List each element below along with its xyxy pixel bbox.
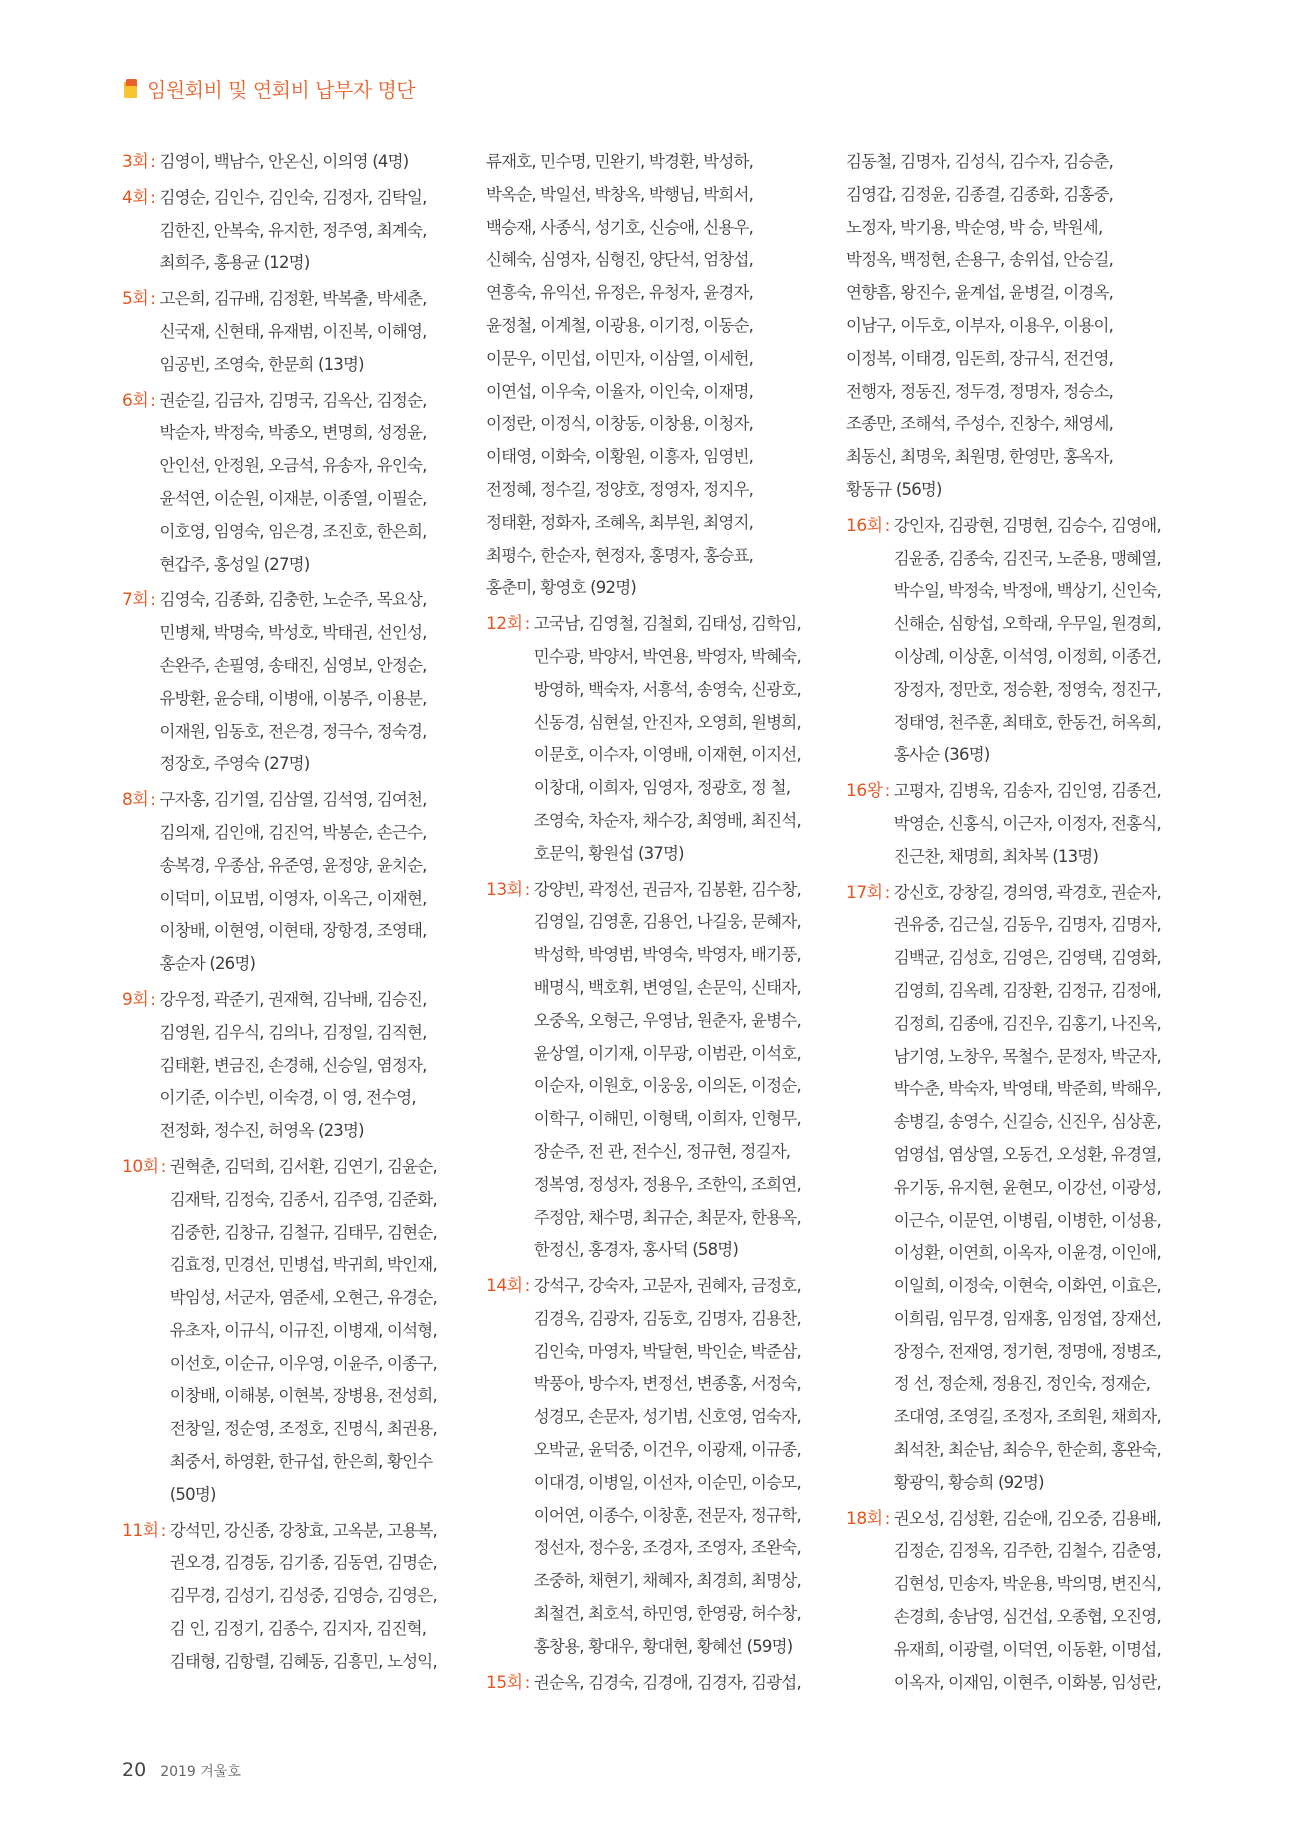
label-colon: : [150, 187, 156, 208]
name-line: 주정암, 채수명, 최규순, 최문자, 한용옥, [533, 1207, 801, 1227]
name-line: 김영이, 백남수, 안온신, 이의영 (4명) [159, 152, 409, 171]
label-colon: : [884, 515, 890, 536]
name-line: 한정신, 홍경자, 홍사덕 (58명) [533, 1240, 739, 1260]
label-colon: : [524, 1672, 530, 1693]
name-line: 이희림, 임무경, 임재홍, 임정엽, 장재선, [893, 1308, 1161, 1328]
name-lines [159, 584, 467, 781]
label-colon: : [524, 879, 530, 900]
class-label-text: 14회 [486, 1276, 523, 1297]
name-lines [894, 1503, 1191, 1700]
name-line: 권순길, 김금자, 김명국, 김옥산, 김정순, [159, 390, 427, 410]
name-line: 방영하, 백숙자, 서흥석, 송영숙, 신광호, [533, 679, 801, 699]
name-line: 홍창용, 황대우, 황대현, 황혜선 (59명) [533, 1636, 793, 1656]
name-line: 장순주, 전 관, 전수신, 정규현, 정길자, [533, 1141, 791, 1161]
class-entry [846, 1503, 1191, 1700]
class-label [122, 1151, 170, 1184]
name-line: 이재원, 임동호, 전은경, 정극수, 정숙경, [159, 721, 427, 741]
name-line: 김중한, 김창규, 김철규, 김태무, 김현순, [169, 1222, 437, 1242]
name-line: 최철견, 최호석, 하민영, 한영광, 허수창, [533, 1604, 801, 1624]
name-line: 송복경, 우종삼, 유준영, 윤정양, 윤치순, [159, 855, 427, 875]
column-2 [486, 146, 831, 1702]
name-line: 박순자, 박정숙, 박종오, 변명희, 성정윤, [159, 423, 427, 443]
name-line: 김영순, 김인수, 김인숙, 김정자, 김탁일, [159, 187, 427, 207]
name-line: (50명) [169, 1484, 216, 1504]
name-lines [159, 146, 467, 179]
name-line: 권혁춘, 김덕희, 김서환, 김연기, 김윤순, [169, 1156, 437, 1176]
label-colon: : [524, 614, 530, 635]
name-lines [159, 182, 467, 280]
class-label-text: 8회 [122, 790, 149, 811]
name-line: 신동경, 심현설, 안진자, 오영희, 원병희, [533, 712, 801, 732]
name-line: 연향흠, 왕진수, 윤계섭, 윤병걸, 이경옥, [846, 283, 1114, 303]
name-line: 이순자, 이원호, 이웅웅, 이의돈, 이정순, [533, 1076, 801, 1096]
name-line: 박수춘, 박숙자, 박영태, 박준희, 박해우, [893, 1079, 1161, 1099]
name-lines [534, 1667, 831, 1700]
label-colon: : [524, 1276, 530, 1297]
name-line: 이문우, 이민섭, 이민자, 이삼열, 이세헌, [486, 348, 754, 368]
class-entry [122, 283, 467, 381]
name-line: 이대경, 이병일, 이선자, 이순민, 이승모, [533, 1472, 801, 1492]
name-line: 안인선, 안정원, 오금석, 유송자, 유인숙, [159, 456, 427, 476]
name-line: 강석민, 강신종, 강창효, 고옥분, 고용복, [169, 1520, 437, 1540]
label-colon: : [150, 989, 156, 1010]
name-line: 박영순, 신홍식, 이근자, 이정자, 전홍식, [893, 813, 1161, 833]
name-line: 윤석연, 이순원, 이재분, 이종열, 이필순, [159, 488, 427, 508]
name-line: 정태환, 정화자, 조혜옥, 최부원, 최영지, [486, 512, 754, 532]
name-line: 김영갑, 김정윤, 김종결, 김종화, 김홍중, [846, 184, 1114, 204]
name-line: 이근수, 이문연, 이병림, 이병한, 이성용, [893, 1210, 1161, 1230]
name-line: 박성학, 박영범, 박영숙, 박영자, 배기풍, [533, 945, 801, 965]
name-line: 유재희, 이광렬, 이덕연, 이동환, 이명섭, [893, 1639, 1161, 1659]
name-line: 남기영, 노창우, 목철수, 문정자, 박군자, [893, 1046, 1161, 1066]
name-line: 황광익, 황승희 (92명) [893, 1472, 1044, 1492]
name-line: 홍순자 (26명) [159, 954, 256, 974]
name-line: 고국남, 김영철, 김철회, 김태성, 김학임, [533, 614, 801, 634]
name-line: 김태환, 변금진, 손경해, 신승일, 염정자, [159, 1055, 427, 1075]
name-line: 김인숙, 마영자, 박달현, 박인순, 박준삼, [533, 1341, 801, 1361]
name-line: 이창대, 이희자, 임영자, 정광호, 정 철, [533, 778, 791, 798]
label-colon: : [150, 289, 156, 310]
name-line: 권오성, 김성환, 김순애, 김오중, 김용배, [893, 1508, 1161, 1528]
name-line: 박정옥, 백정현, 손용구, 송위섭, 안승길, [846, 250, 1114, 270]
name-line: 최중서, 하영환, 한규섭, 한은희, 황인수 [169, 1452, 433, 1472]
name-line: 손경희, 송남영, 심건섭, 오종협, 오진영, [893, 1607, 1161, 1627]
name-line: 김정희, 김종애, 김진우, 김홍기, 나진옥, [893, 1013, 1161, 1033]
name-line: 정복영, 정성자, 정용우, 조한익, 조희연, [533, 1174, 801, 1194]
class-label [846, 775, 894, 808]
name-lines [534, 608, 831, 870]
column-3 [846, 146, 1191, 1702]
label-colon: : [884, 781, 890, 802]
name-line: 이성환, 이연희, 이옥자, 이윤경, 이인애, [893, 1243, 1161, 1263]
name-line: 민수광, 박양서, 박연용, 박영자, 박혜숙, [533, 646, 801, 666]
name-line: 김 인, 김정기, 김종수, 김지자, 김진혁, [169, 1619, 427, 1639]
name-line: 김경옥, 김광자, 김동호, 김명자, 김용찬, [533, 1308, 801, 1328]
name-line: 정장호, 주영숙 (27명) [159, 754, 310, 774]
name-line: 현갑주, 홍성일 (27명) [159, 554, 310, 574]
class-entry [122, 385, 467, 582]
label-colon: : [150, 790, 156, 811]
name-line: 장정수, 전재영, 정기현, 정명애, 정병조, [893, 1341, 1161, 1361]
class-label-text: 9회 [122, 989, 149, 1010]
name-line: 이선호, 이순규, 이우영, 이윤주, 이종구, [169, 1353, 437, 1373]
name-line: 박풍아, 방수자, 변정선, 변종홍, 서정숙, [533, 1374, 801, 1394]
name-line: 최석찬, 최순남, 최승우, 한순희, 홍완숙, [893, 1440, 1161, 1460]
name-line: 유초자, 이규식, 이규진, 이병재, 이석형, [169, 1320, 437, 1340]
class-label [846, 1503, 894, 1536]
name-line: 백승재, 사종식, 성기호, 신승애, 신용우, [486, 217, 754, 237]
name-line: 김재탁, 김정숙, 김종서, 김주영, 김준화, [169, 1189, 437, 1209]
name-line: 이어연, 이종수, 이창훈, 전문자, 정규학, [533, 1505, 801, 1525]
class-label [122, 1515, 170, 1548]
class-label [122, 385, 159, 418]
name-lines [534, 1270, 831, 1664]
name-line: 호문익, 황원섭 (37명) [533, 843, 684, 863]
name-line: 김의재, 김인애, 김진억, 박봉순, 손근수, [159, 822, 427, 842]
name-line: 김영일, 김영훈, 김용언, 나길웅, 문혜자, [533, 912, 801, 932]
name-line: 신해순, 심항섭, 오학래, 우무일, 원경희, [893, 614, 1161, 634]
name-line: 최희주, 홍용균 (12명) [159, 253, 310, 273]
name-lines [170, 1515, 467, 1679]
class-label [122, 146, 159, 179]
label-colon: : [150, 390, 156, 411]
class-label [486, 1270, 534, 1303]
name-line: 조종만, 조해석, 주성수, 진창수, 채영세, [846, 414, 1114, 434]
name-line: 이정복, 이태경, 임돈희, 장규식, 전건영, [846, 348, 1114, 368]
name-line: 이창배, 이현영, 이현태, 장항경, 조영태, [159, 921, 427, 941]
class-label [486, 1667, 534, 1700]
name-line: 강인자, 김광현, 김명현, 김승수, 김영애, [893, 515, 1161, 535]
page-footer [122, 1759, 241, 1781]
class-label [122, 182, 159, 215]
class-label-text: 10회 [122, 1156, 159, 1177]
name-line: 정 선, 정순채, 정용진, 정인숙, 정재순, [893, 1374, 1151, 1394]
name-line: 손완주, 손필영, 송태진, 심영보, 안정순, [159, 655, 427, 675]
name-line: 김영희, 김옥례, 김장환, 김정규, 김정애, [893, 980, 1161, 1000]
class-entry [486, 1667, 831, 1700]
class-label-text: 11회 [122, 1520, 159, 1541]
name-line: 윤정철, 이계철, 이광용, 이기정, 이동순, [486, 315, 754, 335]
name-line: 이문호, 이수자, 이영배, 이재현, 이지선, [533, 745, 801, 765]
class-label-text: 6회 [122, 390, 149, 411]
class-label-text: 7회 [122, 590, 149, 611]
name-line: 최동신, 최명욱, 최원명, 한영만, 홍옥자, [846, 447, 1114, 467]
name-lines [159, 984, 467, 1148]
label-colon: : [884, 882, 890, 903]
label-colon: : [150, 590, 156, 611]
name-line: 권유중, 김근실, 김동우, 김명자, 김명자, [893, 915, 1161, 935]
class-entry [122, 984, 467, 1148]
name-line: 김효정, 민경선, 민병섭, 박귀희, 박인재, [169, 1255, 437, 1275]
name-line: 강우정, 곽준기, 권재혁, 김낙배, 김승진, [159, 989, 427, 1009]
class-entry [846, 146, 1191, 507]
class-label-text: 4회 [122, 187, 149, 208]
class-label [122, 784, 159, 817]
name-line: 이덕미, 이묘범, 이영자, 이옥근, 이재현, [159, 888, 427, 908]
name-line: 이옥자, 이재임, 이현주, 이화봉, 임성란, [893, 1672, 1161, 1692]
name-line: 이연섭, 이우숙, 이율자, 이인숙, 이재명, [486, 381, 754, 401]
name-line: 강양빈, 곽정선, 권금자, 김봉환, 김수창, [533, 879, 801, 899]
name-lines [159, 283, 467, 381]
page-title: 임원회비 및 연회비 납부자 명단 [147, 78, 416, 102]
name-line: 김백균, 김성호, 김영은, 김영택, 김영화, [893, 948, 1161, 968]
label-colon: : [160, 1156, 166, 1177]
name-line: 유방환, 윤승태, 이병애, 이봉주, 이용분, [159, 688, 427, 708]
name-line: 전정화, 정수진, 허영옥 (23명) [159, 1121, 364, 1141]
name-lines [846, 146, 1191, 507]
name-line: 신혜숙, 심영자, 심형진, 양단석, 엄창섭, [486, 250, 754, 270]
class-entry [122, 784, 467, 981]
name-line: 민병채, 박명숙, 박성호, 박태권, 선인성, [159, 623, 427, 643]
class-label [122, 984, 159, 1017]
name-line: 김한진, 안복숙, 유지한, 정주영, 최계숙, [159, 220, 427, 240]
name-lines [534, 874, 831, 1268]
class-label-text: 13회 [486, 879, 523, 900]
column-1 [122, 146, 467, 1682]
class-label-text: 18회 [846, 1508, 883, 1529]
name-line: 전행자, 정동진, 정두경, 정명자, 정승소, [846, 381, 1114, 401]
label-colon: : [150, 152, 156, 172]
name-line: 이남구, 이두호, 이부자, 이용우, 이용이, [846, 315, 1114, 335]
name-line: 연흥숙, 유익선, 유정은, 유청자, 윤경자, [486, 283, 754, 303]
name-line: 임공빈, 조영숙, 한문희 (13명) [159, 354, 364, 374]
name-line: 이상례, 이상훈, 이석영, 이정희, 이종건, [893, 646, 1161, 666]
name-line: 조대영, 조영길, 조정자, 조희원, 채희자, [893, 1407, 1161, 1427]
page-header [123, 74, 415, 103]
name-lines [894, 775, 1191, 873]
name-line: 김동철, 김명자, 김성식, 김수자, 김승춘, [846, 152, 1114, 171]
class-label-text: 5회 [122, 289, 149, 310]
class-entry [486, 146, 831, 605]
name-line: 정선자, 정수웅, 조경자, 조영자, 조완숙, [533, 1538, 801, 1558]
class-entry [486, 608, 831, 870]
name-line: 진근찬, 채명희, 최차복 (13명) [893, 846, 1099, 866]
label-colon: : [160, 1520, 166, 1541]
name-line: 오중옥, 오형근, 우영남, 원춘자, 윤병수, [533, 1010, 801, 1030]
folder-note-icon [123, 78, 139, 100]
class-entry [846, 877, 1191, 1500]
name-line: 오박균, 윤덕중, 이건우, 이광재, 이규종, [533, 1440, 801, 1460]
name-line: 전정혜, 정수길, 정양호, 정영자, 정지우, [486, 479, 754, 499]
class-entry [122, 1151, 467, 1512]
name-line: 김영숙, 김종화, 김충한, 노순주, 목요상, [159, 590, 427, 610]
class-label-text: 15회 [486, 1672, 523, 1693]
class-label-text: 12회 [486, 614, 523, 635]
name-line: 윤상열, 이기재, 이무광, 이범관, 이석호, [533, 1043, 801, 1063]
name-line: 성경모, 손문자, 성기범, 신호영, 엄숙자, [533, 1407, 801, 1427]
name-line: 장정자, 정만호, 정승환, 정영숙, 정진구, [893, 679, 1161, 699]
name-line: 홍춘미, 황영호 (92명) [486, 578, 636, 598]
name-line: 강신호, 강창길, 경의영, 곽경호, 권순자, [893, 882, 1161, 902]
name-line: 노정자, 박기용, 박순영, 박 승, 박원세, [846, 217, 1103, 237]
name-line: 권순옥, 김경숙, 김경애, 김경자, 김광섭, [533, 1672, 801, 1692]
name-line: 이기준, 이수빈, 이숙경, 이 영, 전수영, [159, 1088, 416, 1108]
name-lines [894, 877, 1191, 1500]
name-line: 이학구, 이해민, 이형택, 이희자, 인형무, [533, 1109, 801, 1129]
name-line: 정태영, 천주훈, 최태호, 한동건, 허옥희, [893, 712, 1161, 732]
name-lines [159, 385, 467, 582]
name-line: 김정순, 김정옥, 김주한, 김철수, 김춘영, [893, 1541, 1161, 1561]
name-lines [159, 784, 467, 981]
name-line: 고은희, 김규배, 김정환, 박복출, 박세춘, [159, 289, 427, 309]
name-line: 이창배, 이해봉, 이현복, 장병용, 전성희, [169, 1386, 437, 1406]
name-line: 김영원, 김우식, 김의나, 김정일, 김직현, [159, 1022, 427, 1042]
name-line: 구자홍, 김기열, 김삼열, 김석영, 김여천, [159, 790, 427, 810]
name-line: 김윤종, 김종숙, 김진국, 노준용, 맹혜열, [893, 548, 1161, 568]
name-line: 김태형, 김항렬, 김혜동, 김흥민, 노성익, [169, 1651, 437, 1671]
name-line: 이태영, 이화숙, 이황원, 이흥자, 임영빈, [486, 447, 754, 467]
class-entry [846, 775, 1191, 873]
name-line: 홍사순 (36명) [893, 745, 990, 765]
class-label [846, 510, 894, 543]
class-label [486, 874, 534, 907]
name-line: 고평자, 김병욱, 김송자, 김인영, 김종건, [893, 781, 1161, 801]
label-colon: : [884, 1508, 890, 1529]
name-line: 박옥순, 박일선, 박창옥, 박행님, 박희서, [486, 184, 754, 204]
name-line: 조영숙, 차순자, 채수강, 최영배, 최진석, [533, 810, 801, 830]
name-line: 엄영섭, 염상열, 오동건, 오성환, 유경열, [893, 1144, 1161, 1164]
class-label [122, 584, 159, 617]
class-label-text: 16왕 [846, 781, 883, 802]
class-label-text: 17회 [846, 882, 883, 903]
name-lines [486, 146, 831, 605]
name-line: 이호영, 임영숙, 임은경, 조진호, 한은희, [159, 521, 427, 541]
name-line: 김무경, 김성기, 김성중, 김영승, 김영은, [169, 1586, 437, 1606]
class-label [122, 283, 159, 316]
class-entry [486, 874, 831, 1268]
class-label-text: 16회 [846, 515, 883, 536]
name-line: 황동규 (56명) [846, 479, 942, 499]
name-line: 이정란, 이정식, 이창동, 이창용, 이청자, [486, 414, 754, 434]
page-number: 20 [122, 1759, 147, 1781]
name-line: 배명식, 백호휘, 변영일, 손문익, 신태자, [533, 977, 801, 997]
class-entry [122, 146, 467, 179]
name-line: 조중하, 채현기, 채혜자, 최경희, 최명상, [533, 1571, 801, 1591]
class-label-text: 3회 [122, 152, 149, 172]
class-entry [846, 510, 1191, 772]
name-line: 권오경, 김경동, 김기종, 김동연, 김명순, [169, 1553, 437, 1573]
class-entry [122, 584, 467, 781]
name-line: 전창일, 정순영, 조정호, 진명식, 최권용, [169, 1419, 437, 1439]
class-label [846, 877, 894, 910]
class-label [486, 608, 534, 641]
name-lines [170, 1151, 467, 1512]
name-line: 박임성, 서군자, 염준세, 오현근, 유경순, [169, 1288, 437, 1308]
name-line: 이일희, 이정숙, 이현숙, 이화연, 이효은, [893, 1276, 1161, 1296]
class-entry [486, 1270, 831, 1664]
name-line: 송병길, 송영수, 신길승, 신진우, 심상훈, [893, 1112, 1161, 1132]
name-line: 신국재, 신현태, 유재범, 이진복, 이해영, [159, 321, 427, 341]
name-line: 최평수, 한순자, 현정자, 홍명자, 홍승표, [486, 545, 754, 565]
name-line: 박수일, 박정숙, 박정애, 백상기, 신인숙, [893, 581, 1161, 601]
name-line: 김현성, 민송자, 박운용, 박의명, 변진식, [893, 1574, 1161, 1594]
name-line: 강석구, 강숙자, 고문자, 권혜자, 금정호, [533, 1276, 801, 1296]
issue-label: 2019 겨울호 [160, 1764, 241, 1780]
name-line: 류재호, 민수명, 민완기, 박경환, 박성하, [486, 152, 754, 171]
name-line: 유기동, 유지현, 윤현모, 이강선, 이광성, [893, 1177, 1161, 1197]
name-lines [894, 510, 1191, 772]
class-entry [122, 182, 467, 280]
class-entry [122, 1515, 467, 1679]
